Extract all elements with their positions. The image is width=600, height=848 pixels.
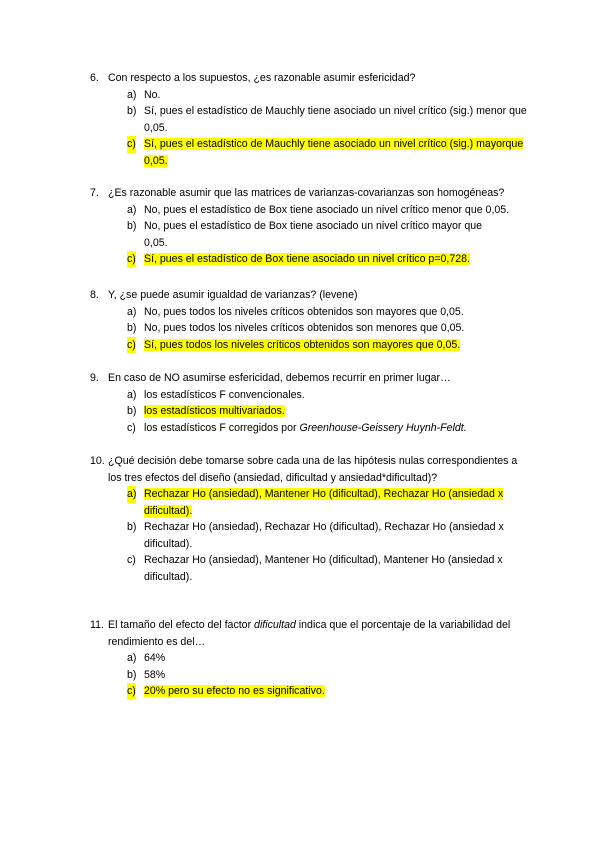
question-text: El tamaño del efecto del factor <box>108 619 255 631</box>
option-label: a) <box>127 88 137 101</box>
option-label: a) <box>127 203 137 216</box>
option-text: 58% <box>144 668 166 681</box>
option-label: b) <box>127 220 137 232</box>
option-c <box>127 136 530 169</box>
option-b <box>127 103 530 136</box>
option-label: c) <box>127 337 136 354</box>
option-b <box>127 218 530 251</box>
option-text: No, pues el estadístico de Box tiene asociado un nivel crítico mayor que 0,05. <box>144 220 483 249</box>
option-label: c) <box>127 421 136 434</box>
option-text-italic: Greenhouse-Geissery Huynh-Feldt. <box>299 421 467 434</box>
question-text: En caso de NO asumirse esfericidad, debemos recurrir en primer lugar… <box>108 372 451 384</box>
option-b <box>127 667 530 684</box>
question-6 <box>90 70 530 169</box>
question-8 <box>90 287 530 353</box>
option-a <box>127 202 530 219</box>
question-7 <box>90 185 530 268</box>
option-text: Rechazar Ho (ansiedad), Mantener Ho (dificultad), Mantener Ho (ansiedad x dificultad). <box>144 554 503 583</box>
question-text: ¿Es razonable asumir que las matrices de varianzas-covarianzas son homogéneas? <box>108 187 505 199</box>
question-text-suffix: indica que el porcentaje de la variabilidad del rendimiento es del… <box>108 619 511 648</box>
option-text-highlighted: los estadísticos multivariados. <box>144 405 285 417</box>
option-text: los estadísticos F corregidos por <box>144 421 300 434</box>
option-c <box>127 337 530 354</box>
option-label: b) <box>127 105 137 117</box>
option-text-highlighted: Sí, pues todos los niveles críticos obtenidos son mayores que 0,05. <box>144 338 461 351</box>
question-11 <box>90 617 530 700</box>
option-text: No, pues todos los niveles críticos obtenidos son mayores que 0,05. <box>144 305 464 318</box>
option-label: a) <box>127 486 136 503</box>
option-b <box>127 320 530 337</box>
option-label: b) <box>127 405 137 417</box>
option-c <box>127 683 530 700</box>
question-text: ¿Qué decisión debe tomarse sobre cada una de las hipótesis nulas correspondientes a los tres efectos del diseño (ansiedad, dificultad y ansiedad*dificultad)? <box>108 455 518 484</box>
option-label: c) <box>127 136 136 153</box>
option-text-highlighted: Rechazar Ho (ansiedad), Mantener Ho (dificultad), Rechazar Ho (ansiedad x dificultad). <box>144 488 504 517</box>
option-text: Sí, pues el estadístico de Mauchly tiene asociado un nivel crítico (sig.) menor que 0,05. <box>144 105 527 134</box>
question-number: 9. <box>90 372 99 384</box>
question-10 <box>90 453 530 585</box>
question-text: Con respecto a los supuestos, ¿es razonable asumir esfericidad? <box>108 72 416 84</box>
option-text: Rechazar Ho (ansiedad), Rechazar Ho (dificultad), Rechazar Ho (ansiedad x dificultad). <box>144 521 504 550</box>
option-a <box>127 87 530 104</box>
option-a <box>127 304 530 321</box>
option-label: a) <box>127 305 137 318</box>
option-label: c) <box>127 251 136 268</box>
option-c <box>127 251 530 268</box>
option-label: b) <box>127 322 137 334</box>
option-text: No, pues todos los niveles críticos obtenidos son menores que 0,05. <box>144 322 465 334</box>
option-b <box>127 519 530 552</box>
option-label: b) <box>127 668 137 681</box>
question-text: Y, ¿se puede asumir igualdad de varianzas? (levene) <box>108 289 358 301</box>
option-text: No. <box>144 88 161 101</box>
option-a <box>127 486 530 519</box>
question-text-italic: dificultad <box>254 619 296 631</box>
option-text-highlighted: 20% pero su efecto no es significativo. <box>144 685 325 697</box>
option-label: b) <box>127 521 137 533</box>
option-label: c) <box>127 683 136 700</box>
option-text-highlighted: Sí, pues el estadístico de Mauchly tiene asociado un nivel crítico (sig.) mayorque 0,05. <box>144 138 524 167</box>
option-a <box>127 650 530 667</box>
question-number: 11. <box>90 619 104 631</box>
option-label: c) <box>127 554 136 566</box>
question-number: 6. <box>90 72 99 84</box>
option-c <box>127 552 530 585</box>
option-text-highlighted: Sí, pues el estadístico de Box tiene asociado un nivel crítico p=0,728. <box>144 253 470 265</box>
option-a <box>127 387 530 404</box>
option-text: No, pues el estadístico de Box tiene asociado un nivel crítico menor que 0,05. <box>144 203 510 216</box>
option-text: 64% <box>144 652 166 664</box>
option-label: a) <box>127 652 137 664</box>
question-number: 7. <box>90 187 99 199</box>
question-number: 8. <box>90 289 99 301</box>
question-number: 10. <box>90 455 105 467</box>
question-9 <box>90 370 530 436</box>
option-text: los estadísticos F convencionales. <box>144 388 305 401</box>
option-b <box>127 403 530 420</box>
option-c <box>127 420 530 437</box>
option-label: a) <box>127 388 137 401</box>
